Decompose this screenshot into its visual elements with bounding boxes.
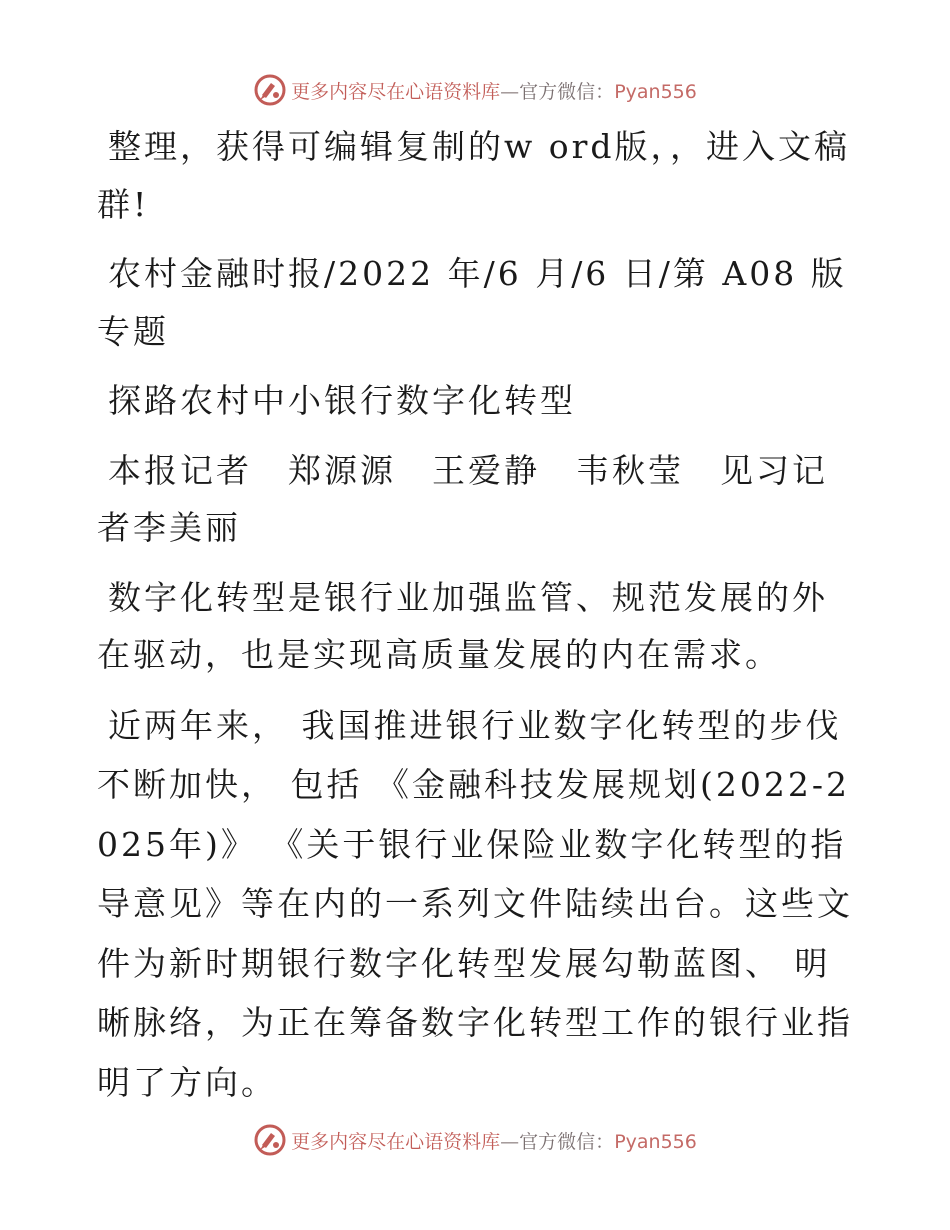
book-pen-logo-icon bbox=[253, 73, 287, 107]
paragraph-source: 农村金融时报/2022 年/6 月/6 日/第 A08 版专题 bbox=[97, 254, 847, 351]
paragraph-lead: 数字化转型是银行业加强监管、规范发展的外在驱动，也是实现高质量发展的内在需求。 bbox=[97, 577, 828, 674]
footer-banner bbox=[0, 1120, 950, 1160]
paragraph-intro: 整理，获得可编辑复制的w ord版，，进入文稿群! bbox=[97, 127, 851, 224]
footer-banner-text: 更多内容尽在心语资料库—官方微信：Pyan556 bbox=[291, 1130, 697, 1153]
header-banner bbox=[0, 70, 950, 110]
paragraph-byline: 本报记者 郑源源 王爱静 韦秋莹 见习记者李美丽 bbox=[97, 450, 828, 547]
header-banner-text: 更多内容尽在心语资料库—官方微信：Pyan556 bbox=[291, 80, 697, 103]
paragraph-body: 近两年来， 我国推进银行业数字化转型的步伐不断加快， 包括 《金融科技发展规划(2022-2025年)》 《关于银行业保险业数字化转型的指导意见》等在内的一系列文件陆续出台。这些文件为新时期银行数字化转型发展勾勒蓝图、 明晰脉络，为正在筹备数字化转型工作的银行业指明了方向。 bbox=[97, 705, 853, 1102]
article-title: 探路农村中小银行数字化转型 bbox=[108, 381, 576, 420]
document-body bbox=[97, 118, 857, 1124]
book-pen-logo-icon bbox=[253, 1123, 287, 1157]
